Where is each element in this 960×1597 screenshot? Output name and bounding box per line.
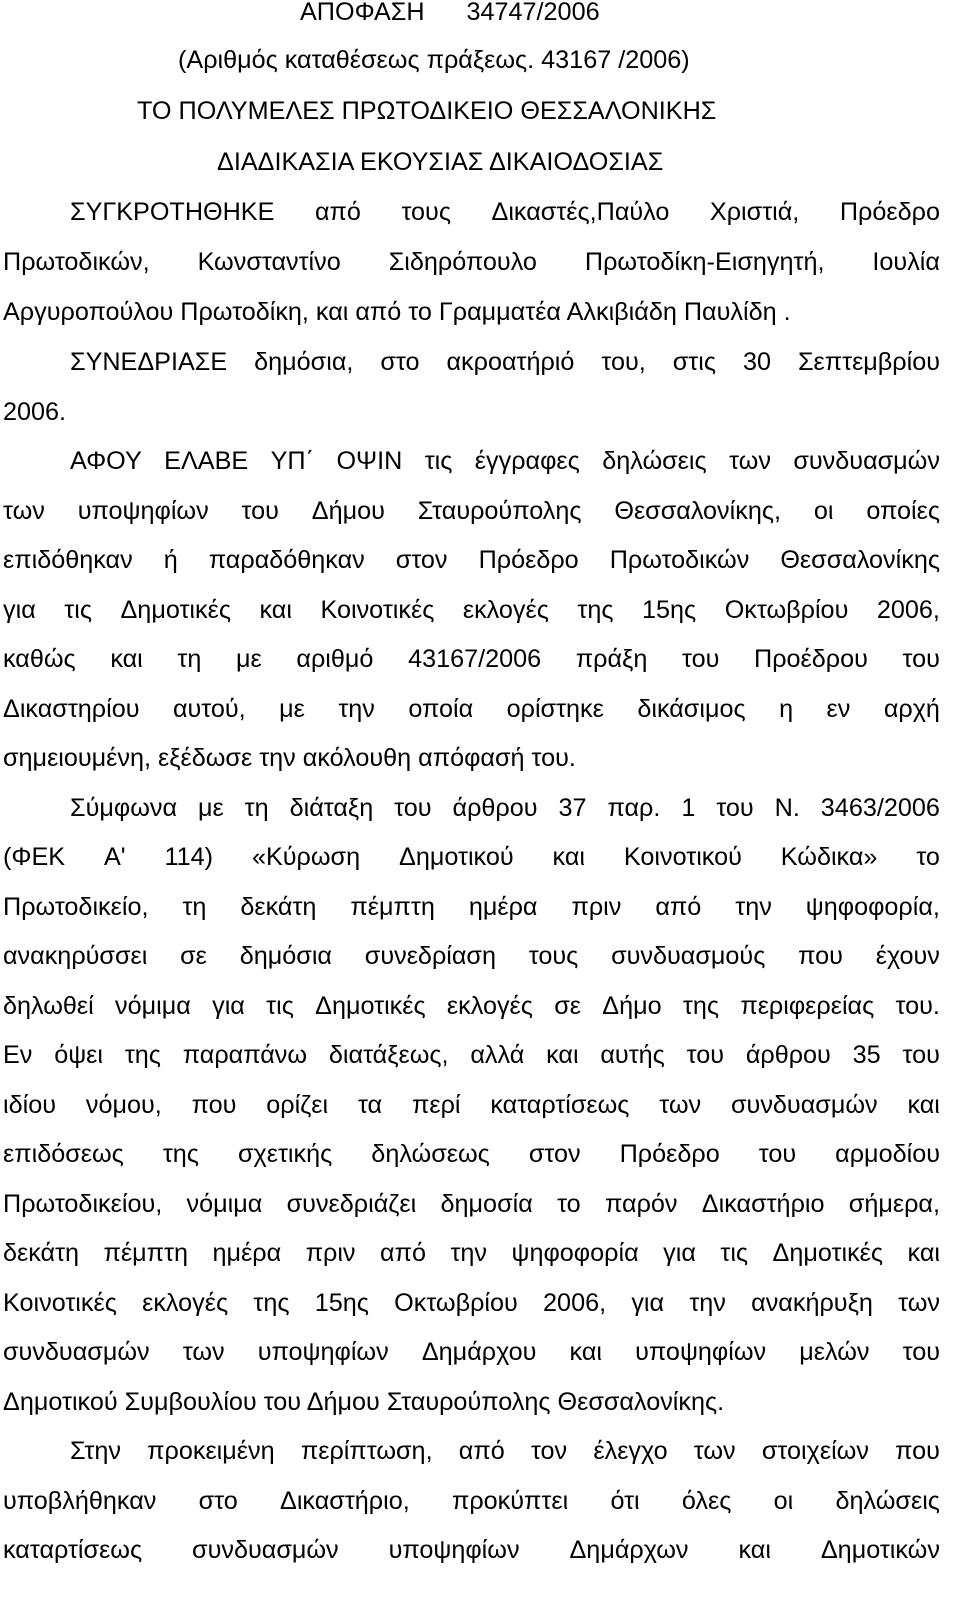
body-line: 2006. (3, 398, 67, 426)
court-name: ΤΟ ΠΟΛΥΜΕΛΕΣ ΠΡΩΤΟΔΙΚΕΙΟ ΘΕΣΣΑΛΟΝΙΚΗΣ (137, 97, 717, 125)
body-line: Κοινοτικές εκλογές της 15ης Οκτωβρίου 2006, για την ανακήρυξη των (3, 1289, 940, 1317)
decision-number: 34747/2006 (466, 0, 600, 26)
body-line: για τις Δημοτικές και Κοινοτικές εκλογές της 15ης Οκτωβρίου 2006, (3, 596, 940, 624)
body-line: Σύμφωνα με τη διάταξη του άρθρου 37 παρ. 1 του Ν. 3463/2006 (70, 794, 940, 822)
decision-title: ΑΠΟΦΑΣΗ (300, 0, 425, 26)
body-line: σημειουμένη, εξέδωσε την ακόλουθη απόφασή του. (3, 744, 576, 772)
body-line: επιδόσεως της σχετικής δηλώσεως στον Πρόεδρο του αρμοδίου (3, 1140, 940, 1168)
decision-heading (300, 0, 600, 27)
body-line: συνδυασμών των υποψηφίων Δημάρχου και υποψηφίων μελών του (3, 1338, 940, 1366)
body-line: ΣΥΝΕΔΡΙΑΣΕ δημόσια, στο ακροατήριό του, στις 30 Σεπτεμβρίου (70, 348, 940, 376)
body-line: δηλωθεί νόμιμα για τις Δημοτικές εκλογές σε Δήμο της περιφερείας του. (3, 992, 940, 1020)
body-line: Πρωτοδικείου, νόμιμα συνεδριάζει δημοσία το παρόν Δικαστήριο σήμερα, (3, 1190, 940, 1218)
body-line: των υποψηφίων του Δήμου Σταυρούπολης Θεσσαλονίκης, οι οποίες (3, 497, 940, 525)
body-line: καταρτίσεως συνδυασμών υποψηφίων Δημάρχων και Δημοτικών (3, 1536, 940, 1564)
body-line: ΑΦΟΥ ΕΛΑΒΕ ΥΠ΄ ΟΨΙΝ τις έγγραφες δηλώσεις των συνδυασμών (70, 447, 940, 475)
body-line: Πρωτοδικείο, τη δεκάτη πέμπτη ημέρα πριν από την ψηφοφορία, (3, 893, 940, 921)
body-line: Δικαστηρίου αυτού, με την οποία ορίστηκε δικάσιμος η εν αρχή (3, 695, 940, 723)
body-line: Πρωτοδικών, Κωνσταντίνο Σιδηρόπουλο Πρωτοδίκη-Εισηγητή, Ιουλία (3, 248, 940, 276)
body-line: Δημοτικού Συμβουλίου του Δήμου Σταυρούπολης Θεσσαλονίκης. (3, 1388, 725, 1416)
filing-number: (Αριθμός καταθέσεως πράξεως. 43167 /2006) (178, 46, 690, 74)
body-line: επιδόθηκαν ή παραδόθηκαν στον Πρόεδρο Πρωτοδικών Θεσσαλονίκης (3, 546, 940, 574)
body-line: ΣΥΓΚΡΟΤΗΘΗΚΕ από τους Δικαστές,Παύλο Χριστιά, Πρόεδρο (70, 198, 940, 226)
body-line: Αργυροπούλου Πρωτοδίκη, και από το Γραμματέα Αλκιβιάδη Παυλίδη . (3, 298, 791, 326)
procedure-type: ΔΙΑΔΙΚΑΣΙΑ ΕΚΟΥΣΙΑΣ ΔΙΚΑΙΟΔΟΣΙΑΣ (217, 148, 664, 176)
body-line: υποβλήθηκαν στο Δικαστήριο, προκύπτει ότι όλες οι δηλώσεις (3, 1487, 940, 1515)
body-line: ιδίου νόμου, που ορίζει τα περί καταρτίσεως των συνδυασμών και (3, 1091, 940, 1119)
body-line: Στην προκειμένη περίπτωση, από τον έλεγχο των στοιχείων που (70, 1437, 940, 1465)
body-line: Εν όψει της παραπάνω διατάξεως, αλλά και αυτής του άρθρου 35 του (3, 1041, 940, 1069)
body-line: καθώς και τη με αριθμό 43167/2006 πράξη του Προέδρου του (3, 645, 940, 673)
body-line: δεκάτη πέμπτη ημέρα πριν από την ψηφοφορία για τις Δημοτικές και (3, 1239, 940, 1267)
body-line: (ΦΕΚ Α' 114) «Κύρωση Δημοτικού και Κοινοτικού Κώδικα» το (3, 843, 940, 871)
body-line: ανακηρύσσει σε δημόσια συνεδρίαση τους συνδυασμούς που έχουν (3, 942, 940, 970)
